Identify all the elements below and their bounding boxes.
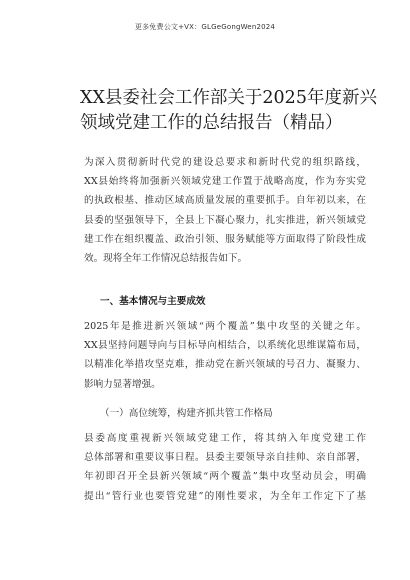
subsection1-line: 总体部署和重要议事日程。县委主要领导亲自挂帅、亲自部署， [84, 452, 366, 464]
section-heading: 一、基本情况与主要成效 [100, 296, 206, 307]
section1-line: XX县坚持问题导向与目标导向相结合，以系统化思维谋篇布局， [84, 340, 366, 352]
subsection1-line: 县委高度重视新兴领域党建工作，将其纳入年度党建工作 [84, 433, 366, 444]
intro-line: 为深入贯彻新时代党的建设总要求和新时代党的组织路线， [84, 157, 366, 168]
subsection1-line: 提出“管行业也要管党建”的刚性要求，为全年工作定下了基 [84, 490, 366, 502]
intro-line: XX县始终将加强新兴领域党建工作置于战略高度，作为夯实党 [84, 176, 366, 188]
section1-paragraph [84, 317, 366, 394]
subsection1-line: 年初即召开全县新兴领域“两个覆盖”集中攻坚动员会，明确 [84, 471, 366, 483]
subsection-heading: （一）高位统筹，构建齐抓共管工作格局 [100, 408, 273, 419]
intro-line: 效。现将全年工作情况总结报告如下。 [84, 252, 248, 264]
section1-line: 影响力显著增强。 [84, 378, 161, 390]
subsection1-paragraph [84, 429, 366, 506]
title-line-2: 领域党建工作的总结报告（精品） [80, 113, 343, 133]
title-line-1: XX县委社会工作部关于2025年度新兴 [80, 88, 377, 108]
header-watermark: 更多免费公文+VX：GLGeGongWen2024 [134, 23, 276, 31]
intro-line: 的执政根基、推动区域高质量发展的重要抓手。自年初以来，在 [84, 195, 366, 207]
document-title [80, 86, 380, 136]
section1-line: 以精准化举措攻坚克难，推动党在新兴领域的号召力、凝聚力、 [84, 359, 366, 371]
intro-line: 县委的坚强领导下，全县上下凝心聚力，扎实推进，新兴领域党 [84, 214, 366, 226]
intro-line: 建工作在组织覆盖、政治引领、服务赋能等方面取得了阶段性成 [84, 233, 366, 245]
section1-line: 2025年是推进新兴领域“两个覆盖”集中攻坚的关键之年。 [84, 321, 366, 332]
intro-paragraph [84, 153, 366, 268]
